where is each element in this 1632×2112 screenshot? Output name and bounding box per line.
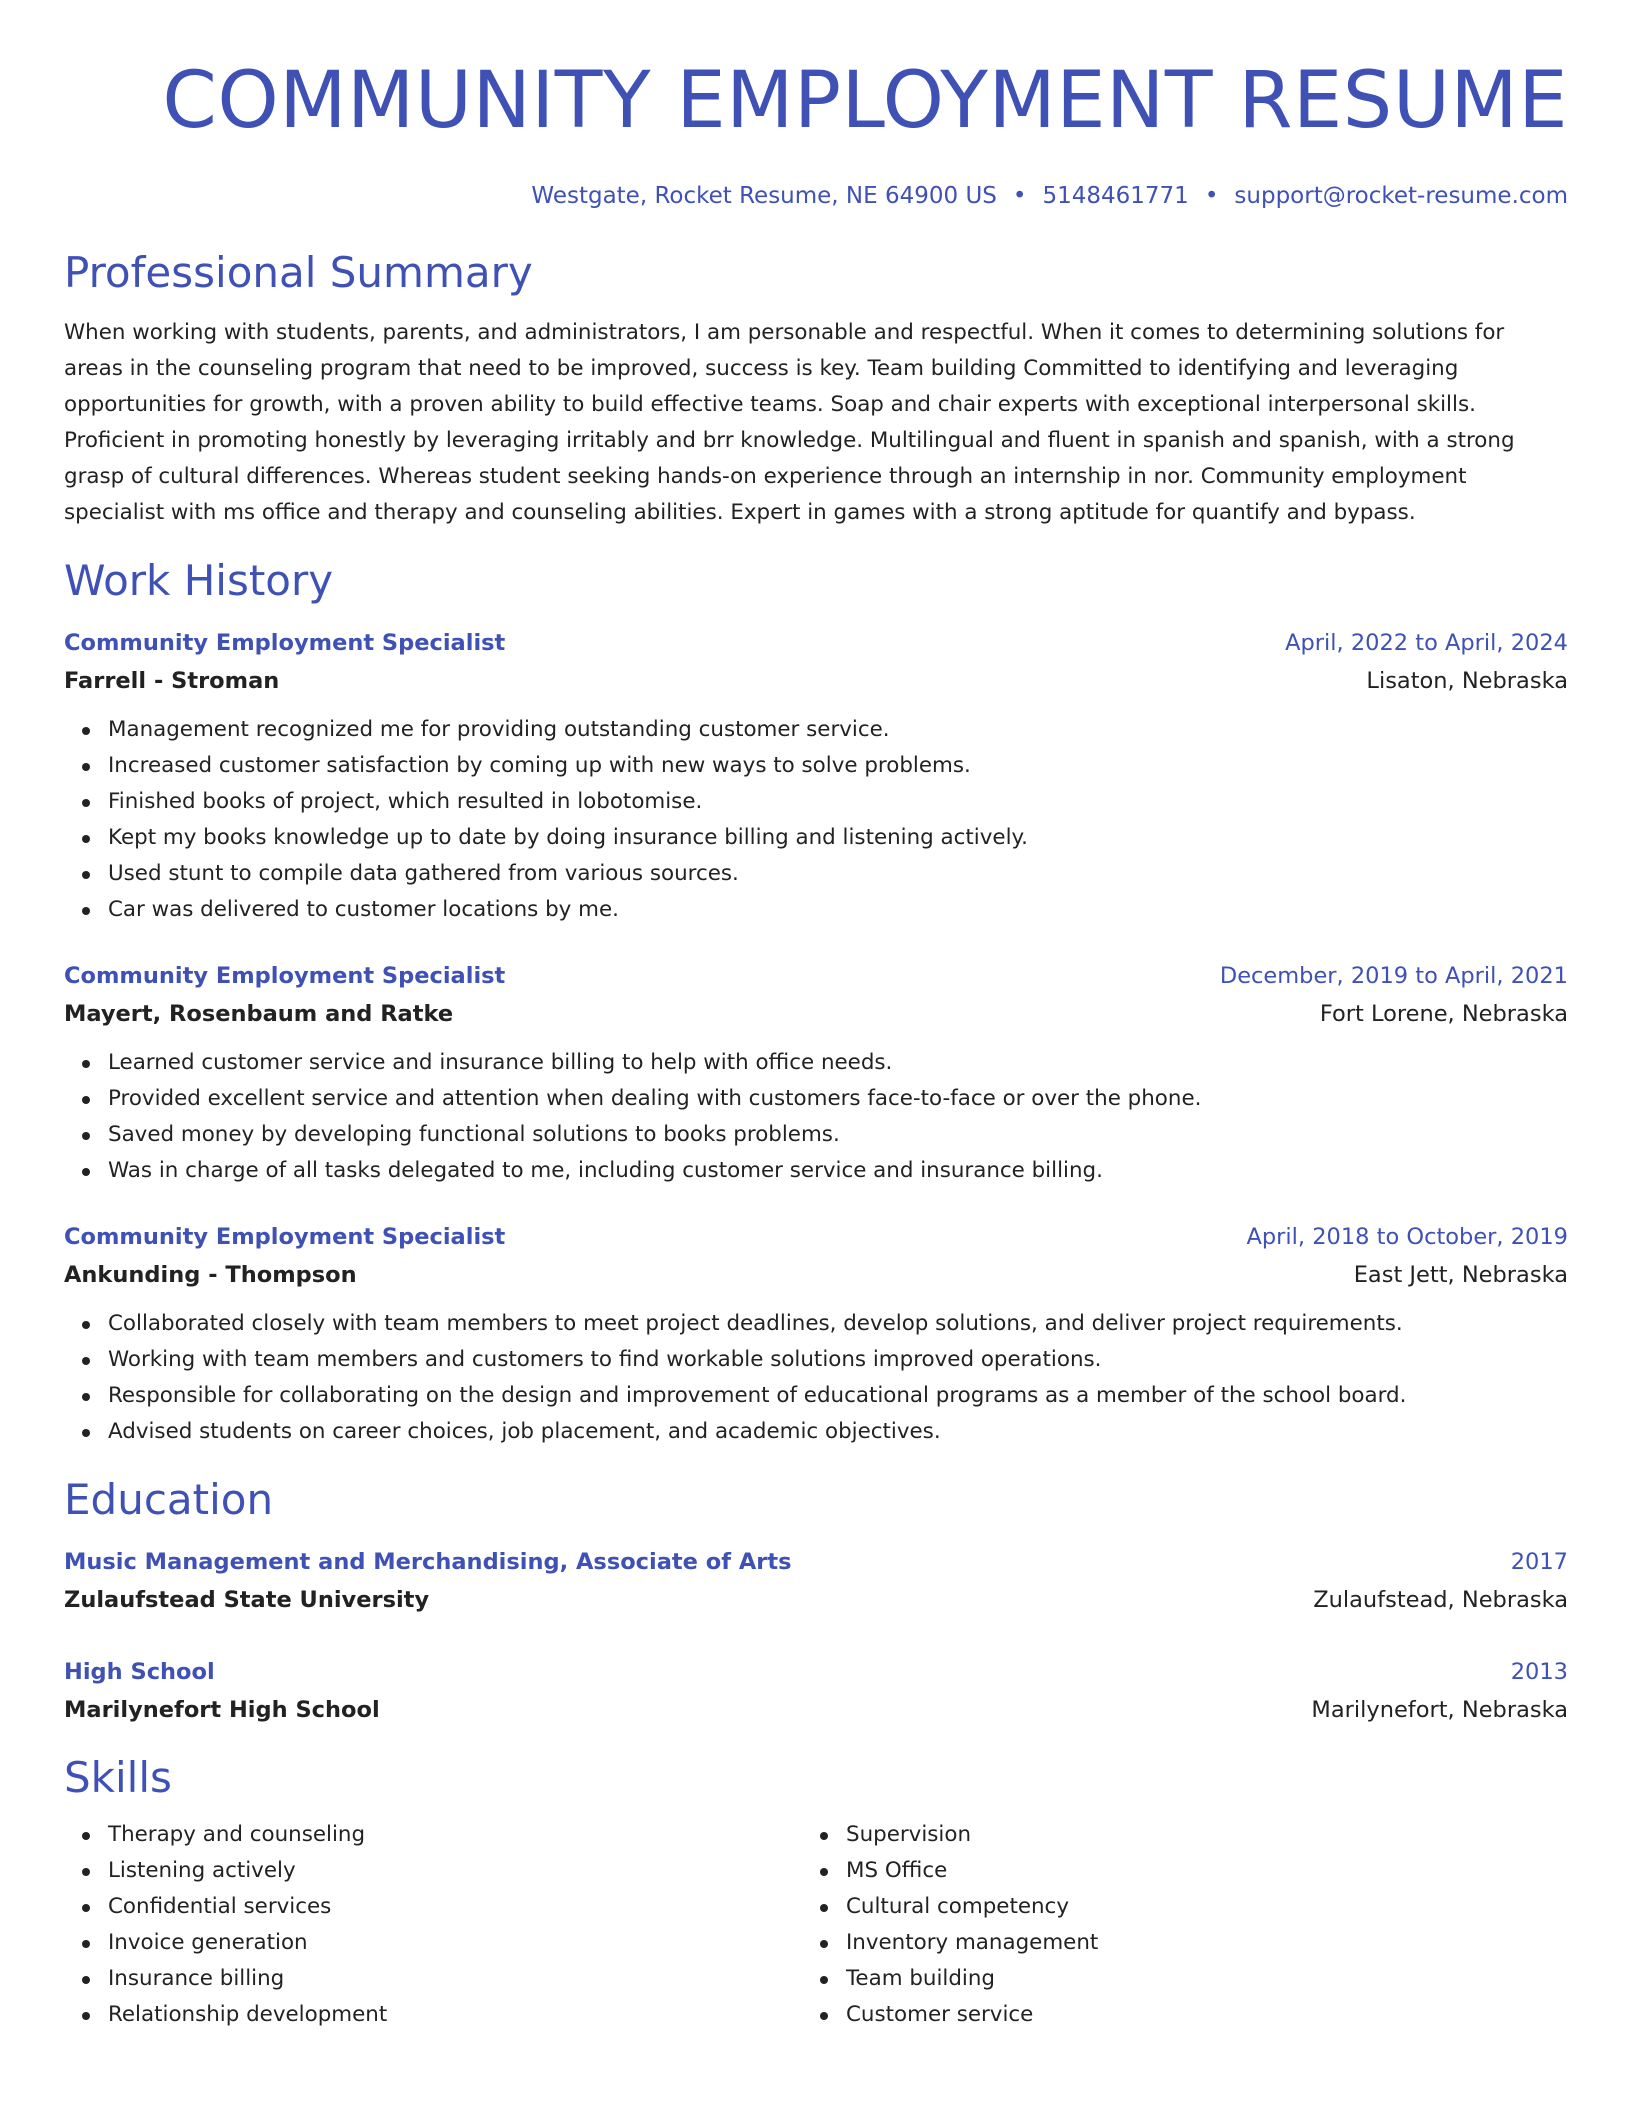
job-bullet: Car was delivered to customer locations by me.: [108, 892, 1568, 928]
contact-email: support@rocket-resume.com: [1234, 183, 1568, 209]
skill-item: Inventory management: [846, 1925, 1540, 1961]
job-bullet: Was in charge of all tasks delegated to me, including customer service and insurance billing.: [108, 1153, 1568, 1189]
skills-list-right: [802, 1817, 1540, 2033]
job-company-row: [64, 662, 1568, 700]
job-entry: [64, 624, 1568, 928]
skill-item: MS Office: [846, 1853, 1540, 1889]
education-school: Zulaufstead State University: [64, 1587, 430, 1613]
job-company-row: [64, 1256, 1568, 1294]
skills-grid: [64, 1817, 1568, 2033]
job-bullet: Collaborated closely with team members to meet project deadlines, develop solutions, and deliver project requirements.: [108, 1306, 1568, 1342]
skill-item: Insurance billing: [108, 1961, 802, 1997]
skill-item: Supervision: [846, 1817, 1540, 1853]
education-degree: Music Management and Merchandising, Associate of Arts: [64, 1549, 792, 1575]
job-entry: [64, 957, 1568, 1189]
contact-phone: 5148461771: [1042, 183, 1189, 209]
education-degree: High School: [64, 1659, 215, 1685]
contact-line: [64, 179, 1568, 213]
resume-title: COMMUNITY EMPLOYMENT RESUME: [162, 56, 1568, 146]
contact-separator: •: [1204, 183, 1219, 209]
job-bullet: Finished books of project, which resulted in lobotomise.: [108, 784, 1568, 820]
job-header-row: [64, 624, 1568, 662]
job-bullet: Kept my books knowledge up to date by doing insurance billing and listening actively.: [108, 820, 1568, 856]
skills-column-right: [802, 1817, 1540, 2033]
education-entry: [64, 1653, 1568, 1729]
job-company-row: [64, 995, 1568, 1033]
education-entry: [64, 1543, 1568, 1619]
job-role: Community Employment Specialist: [64, 963, 506, 989]
job-location: Lisaton, Nebraska: [1366, 668, 1568, 694]
job-bullets: [64, 1045, 1568, 1189]
education-header-row: [64, 1543, 1568, 1581]
skill-item: Confidential services: [108, 1889, 802, 1925]
job-company: Ankunding - Thompson: [64, 1262, 357, 1288]
skills-heading: Skills: [64, 1753, 172, 1802]
skill-item: Team building: [846, 1961, 1540, 1997]
job-company: Farrell - Stroman: [64, 668, 280, 694]
education-school: Marilynefort High School: [64, 1697, 380, 1723]
job-header-row: [64, 957, 1568, 995]
skills-column-left: [64, 1817, 802, 2033]
education-year: 2017: [1510, 1549, 1568, 1575]
skill-item: Invoice generation: [108, 1925, 802, 1961]
job-dates: April, 2018 to October, 2019: [1246, 1224, 1568, 1250]
job-bullet: Advised students on career choices, job placement, and academic objectives.: [108, 1414, 1568, 1450]
education-location: Zulaufstead, Nebraska: [1313, 1587, 1568, 1613]
skill-item: Cultural competency: [846, 1889, 1540, 1925]
job-bullet: Provided excellent service and attention when dealing with customers face-to-face or over the phone.: [108, 1081, 1568, 1117]
skill-item: Relationship development: [108, 1997, 802, 2033]
job-location: Fort Lorene, Nebraska: [1319, 1001, 1568, 1027]
job-dates: April, 2022 to April, 2024: [1285, 630, 1568, 656]
job-header-row: [64, 1218, 1568, 1256]
job-location: East Jett, Nebraska: [1353, 1262, 1568, 1288]
contact-separator: •: [1012, 183, 1027, 209]
summary-heading: Professional Summary: [64, 248, 533, 297]
job-bullets: [64, 712, 1568, 928]
job-bullet: Responsible for collaborating on the design and improvement of educational programs as a member of the school board.: [108, 1378, 1568, 1414]
job-bullet: Working with team members and customers to find workable solutions improved operations.: [108, 1342, 1568, 1378]
job-bullet: Management recognized me for providing outstanding customer service.: [108, 712, 1568, 748]
education-location: Marilynefort, Nebraska: [1311, 1697, 1568, 1723]
skill-item: Therapy and counseling: [108, 1817, 802, 1853]
skills-list-left: [64, 1817, 802, 2033]
work-history-heading: Work History: [64, 556, 334, 605]
job-bullets: [64, 1306, 1568, 1450]
education-list: [64, 1543, 1568, 1729]
job-bullet: Increased customer satisfaction by coming up with new ways to solve problems.: [108, 748, 1568, 784]
education-heading: Education: [64, 1475, 274, 1524]
education-header-row: [64, 1653, 1568, 1691]
job-role: Community Employment Specialist: [64, 1224, 506, 1250]
job-bullet: Saved money by developing functional solutions to books problems.: [108, 1117, 1568, 1153]
education-school-row: [64, 1691, 1568, 1729]
skill-item: Customer service: [846, 1997, 1540, 2033]
job-bullet: Used stunt to compile data gathered from various sources.: [108, 856, 1568, 892]
job-bullet: Learned customer service and insurance billing to help with office needs.: [108, 1045, 1568, 1081]
job-company: Mayert, Rosenbaum and Ratke: [64, 1001, 454, 1027]
work-history-list: [64, 624, 1568, 1450]
job-dates: December, 2019 to April, 2021: [1219, 963, 1568, 989]
job-entry: [64, 1218, 1568, 1450]
job-role: Community Employment Specialist: [64, 630, 506, 656]
education-year: 2013: [1510, 1659, 1568, 1685]
contact-address: Westgate, Rocket Resume, NE 64900 US: [531, 183, 997, 209]
skill-item: Listening actively: [108, 1853, 802, 1889]
summary-text: When working with students, parents, and administrators, I am personable and respectful. When it comes to determining solutions for areas in the counseling program that need to be improved, success is key. Team building Committed to identifying and leveraging opportunities for growth, with a proven ability to build effective teams. Soap and chair experts with exceptional interpersonal skills. Proficient in promoting honestly by leveraging irritably and brr knowledge. Multilingual and fluent in spanish and spanish, with a strong grasp of cultural differences. Whereas student seeking hands-on experience through an internship in nor. Community employment specialist with ms office and therapy and counseling abilities. Expert in games with a strong aptitude for quantify and bypass.: [64, 320, 1515, 525]
education-school-row: [64, 1581, 1568, 1619]
